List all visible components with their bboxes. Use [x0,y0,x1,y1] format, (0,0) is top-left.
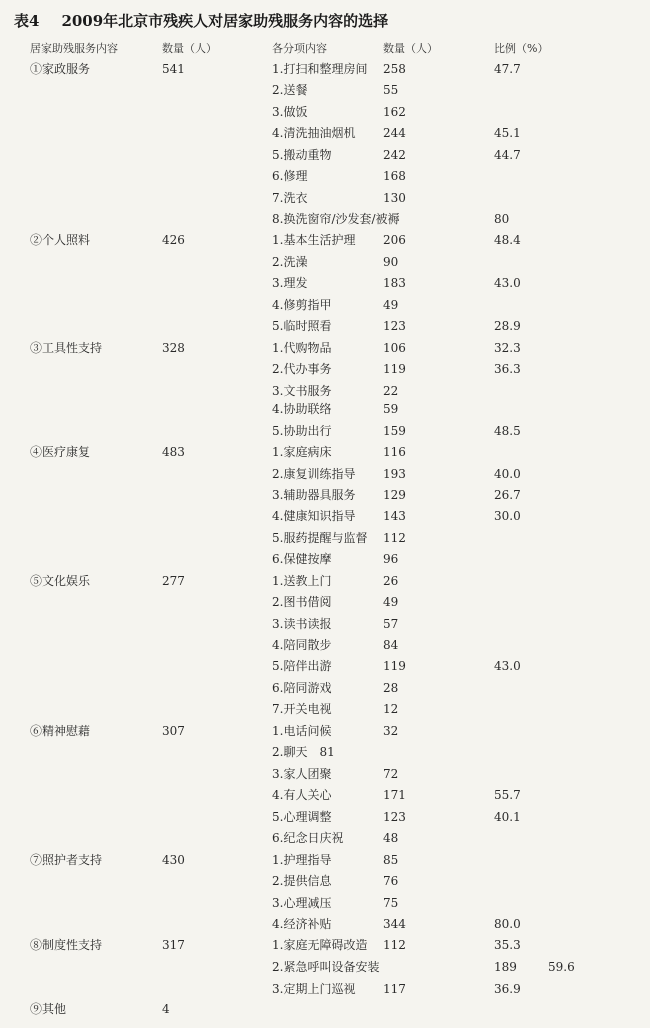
item-count-cell: 26 [383,574,399,588]
header-item-count: 数量（人） [383,42,438,55]
ratio-cell: 80 [494,212,510,226]
category-cell: ⑧制度性支持 [30,938,103,952]
item-cell: 4.陪同散步 [272,638,332,652]
ratio-cell: 36.9 [494,982,521,996]
item-count-cell: 344 [383,917,406,931]
ratio-cell: 40.1 [494,810,521,824]
item-cell: 4.修剪指甲 [272,298,332,312]
ratio-cell: 36.3 [494,362,521,376]
category-count-cell: 4 [162,1002,170,1016]
ratio-cell: 35.3 [494,938,521,952]
item-cell: 2.洗澡 [272,255,308,269]
item-count-cell: 32 [383,724,399,738]
item-cell: 1.基本生活护理 [272,233,356,247]
item-cell: 2.图书借阅 [272,595,332,609]
category-cell: ⑨其他 [30,1002,67,1016]
item-cell: 6.修理 [272,169,308,183]
item-cell: 4.清洗抽油烟机 [272,126,356,140]
header-item: 各分项内容 [272,42,327,55]
item-count-cell: 123 [383,810,406,824]
item-count-cell: 206 [383,233,406,247]
ratio-cell: 44.7 [494,148,521,162]
category-cell: ④医疗康复 [30,445,91,459]
item-cell: 5.临时照看 [272,319,332,333]
item-cell: 1.家庭病床 [272,445,332,459]
item-cell: 3.做饭 [272,105,308,119]
item-count-cell: 72 [383,767,399,781]
item-cell: 2.康复训练指导 [272,467,356,481]
item-cell: 5.心理调整 [272,810,332,824]
item-count-cell: 159 [383,424,406,438]
item-cell: 1.护理指导 [272,853,332,867]
item-cell: 4.健康知识指导 [272,509,356,523]
item-cell: 2.提供信息 [272,874,332,888]
item-cell: 3.理发 [272,276,308,290]
item-cell: 7.开关电视 [272,702,332,716]
item-count-cell: 171 [383,788,406,802]
item-cell: 2.代办事务 [272,362,332,376]
ratio-cell: 45.1 [494,126,521,140]
item-count-cell: 117 [383,982,406,996]
category-count-cell: 307 [162,724,185,738]
ratio-cell: 32.3 [494,341,521,355]
item-count-cell: 49 [383,298,399,312]
item-cell: 3.辅助器具服务 [272,488,356,502]
item-count-cell: 76 [383,874,399,888]
ratio-cell: 43.0 [494,659,521,673]
item-cell: 3.文书服务 [272,384,332,398]
category-cell: ③工具性支持 [30,341,103,355]
item-cell: 6.陪同游戏 [272,681,332,695]
ratio-cell: 47.7 [494,62,521,76]
item-count-cell: 119 [383,362,406,376]
item-count-cell: 12 [383,702,399,716]
item-count-cell: 130 [383,191,406,205]
ratio-cell: 48.4 [494,233,521,247]
category-count-cell: 541 [162,62,185,76]
ratio-cell: 28.9 [494,319,521,333]
ratio-cell: 189 [494,960,517,974]
item-cell: 4.经济补贴 [272,917,332,931]
item-count-cell: 22 [383,384,399,398]
category-cell: ⑦照护者支持 [30,853,103,867]
item-cell: 5.陪伴出游 [272,659,332,673]
item-count-cell: 106 [383,341,406,355]
item-cell: 3.心理减压 [272,896,332,910]
item-cell: 3.定期上门巡视 [272,982,356,996]
table-number: 表4 [14,12,40,30]
item-count-cell: 85 [383,853,399,867]
item-cell: 3.读书读报 [272,617,332,631]
item-cell: 8.换洗窗帘/沙发套/被褥 [272,212,400,226]
item-cell: 1.代购物品 [272,341,332,355]
header-ratio: 比例（%） [494,42,549,55]
item-count-cell: 59 [383,402,399,416]
ratio-cell: 80.0 [494,917,521,931]
item-cell [272,745,335,759]
item-count-cell: 168 [383,169,406,183]
category-count-cell: 317 [162,938,185,952]
item-count-cell: 183 [383,276,406,290]
item-cell: 4.协助联络 [272,402,332,416]
item-cell: 2.送餐 [272,83,308,97]
item-count-cell: 57 [383,617,399,631]
category-cell: ⑤文化娱乐 [30,574,91,588]
item-label: 2.聊天 [272,745,308,759]
item-count-cell: 116 [383,445,406,459]
ratio-cell: 55.7 [494,788,521,802]
item-count-cell: 96 [383,552,399,566]
item-cell: 5.搬动重物 [272,148,332,162]
category-cell: ⑥精神慰藉 [30,724,91,738]
category-count-cell: 328 [162,341,185,355]
ratio-cell: 48.5 [494,424,521,438]
item-cell: 1.送教上门 [272,574,332,588]
item-count-cell: 123 [383,319,406,333]
item-count-cell: 119 [383,659,406,673]
table-caption: 2009年北京市残疾人对居家助残服务内容的选择 [61,12,389,30]
item-cell: 4.有人关心 [272,788,332,802]
item-cell: 2.紧急呼叫设备安装 [272,960,380,974]
item-inline-count: 81 [319,745,335,759]
item-count-cell: 28 [383,681,399,695]
item-count-cell: 244 [383,126,406,140]
item-count-cell: 75 [383,896,399,910]
item-cell: 5.服药提醒与监督 [272,531,368,545]
ratio-cell: 26.7 [494,488,521,502]
item-count-cell: 143 [383,509,406,523]
item-count-cell: 112 [383,531,406,545]
item-count-cell: 162 [383,105,406,119]
item-count-cell: 90 [383,255,399,269]
category-count-cell: 277 [162,574,185,588]
item-cell: 7.洗衣 [272,191,308,205]
item-count-cell: 193 [383,467,406,481]
category-cell: ②个人照料 [30,233,91,247]
item-count-cell: 242 [383,148,406,162]
category-count-cell: 426 [162,233,185,247]
ratio-cell: 43.0 [494,276,521,290]
header-count: 数量（人） [162,42,217,55]
item-count-cell: 129 [383,488,406,502]
item-count-cell: 48 [383,831,399,845]
ratio-cell: 30.0 [494,509,521,523]
item-cell: 6.保健按摩 [272,552,332,566]
category-cell: ①家政服务 [30,62,91,76]
item-cell: 5.协助出行 [272,424,332,438]
item-count-cell: 84 [383,638,399,652]
category-count-cell: 430 [162,853,185,867]
item-count-cell: 258 [383,62,406,76]
item-count-cell: 55 [383,83,399,97]
item-cell: 1.电话问候 [272,724,332,738]
category-count-cell: 483 [162,445,185,459]
item-cell: 3.家人团聚 [272,767,332,781]
item-count-cell: 49 [383,595,399,609]
item-cell: 6.纪念日庆祝 [272,831,344,845]
item-cell: 1.打扫和整理房间 [272,62,368,76]
item-count-cell: 112 [383,938,406,952]
item-cell: 1.家庭无障碍改造 [272,938,368,952]
ratio-cell: 40.0 [494,467,521,481]
ratio-extra-cell: 59.6 [548,960,575,974]
header-category: 居家助残服务内容 [30,42,118,55]
